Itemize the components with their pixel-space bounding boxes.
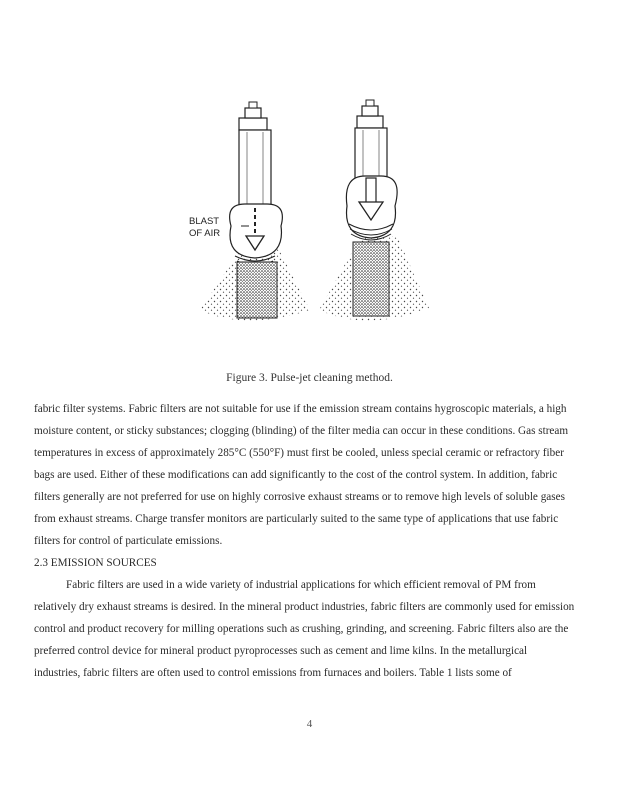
paragraph-line: relatively dry exhaust streams is desired. In the mineral product industries, fabric filters are commonly used for emission	[34, 601, 575, 613]
paragraph-line: preferred control device for mineral product pyroprocesses such as cement and lime kilns. In the metallurgical	[34, 645, 528, 657]
section-heading: 2.3 EMISSION SOURCES	[34, 557, 157, 569]
figure-caption: Figure 3. Pulse-jet cleaning method.	[226, 372, 393, 384]
pulse-jet-illustration	[189, 96, 435, 336]
paragraph-line: temperatures in excess of approximately 285°C (550°F) must first be cooled, unless special ceramic or refractory fiber	[34, 447, 564, 459]
blast-of-air-label-line2: OF AIR	[189, 228, 221, 239]
paragraph-line: Fabric filters are used in a wide variety of industrial applications for which efficient removal of PM from	[66, 579, 536, 591]
paragraph-line: control and product recovery for milling operations such as crushing, grinding, and screening. Fabric filters also are the	[34, 623, 569, 635]
paragraph-line: filters for control of particulate emissions.	[34, 535, 223, 547]
page-number: 4	[306, 718, 313, 730]
blast-of-air-label-line1: BLAST	[189, 216, 220, 227]
paragraph-line: filters generally are not preferred for use on highly corrosive exhaust streams or to remove high levels of soluble gases	[34, 491, 565, 503]
paragraph-line: from exhaust streams. Charge transfer monitors are particularly suited to the same type of applications that use fabric	[34, 513, 559, 525]
paragraph-line: fabric filter systems. Fabric filters are not suitable for use if the emission stream contains hygroscopic materials, a high	[34, 403, 567, 415]
left-filter-bag	[189, 102, 310, 321]
paragraph-line: industries, fabric filters are often used to control emissions from furnaces and boilers. Table 1 lists some of	[34, 667, 512, 679]
paragraph-line: moisture content, or sticky substances; clogging (blinding) of the filter media can occur in these conditions. Gas stream	[34, 425, 569, 437]
right-filter-bag	[319, 100, 429, 321]
paragraph-line: bags are used. Either of these modifications can add significantly to the cost of the control system. In addition, fabric	[34, 469, 558, 481]
body-text	[34, 398, 584, 684]
pulse-jet-figure	[189, 96, 435, 336]
